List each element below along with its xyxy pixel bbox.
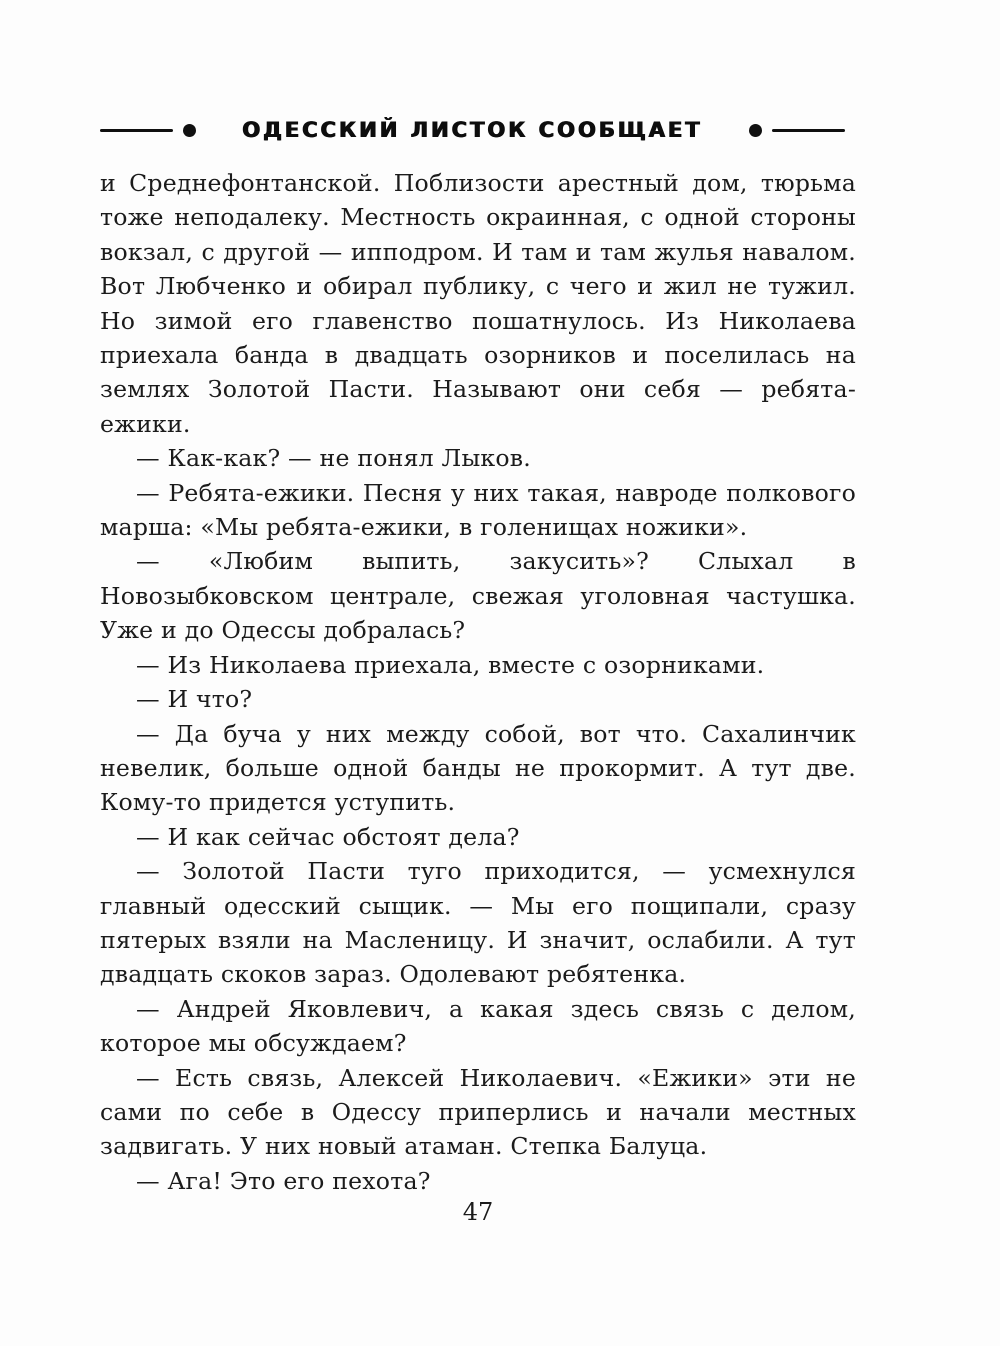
paragraph: — Ребята-ежики. Песня у них такая, навроде полкового марша: «Мы ребята-ежики, в голенищах ножики».	[100, 478, 856, 542]
running-head-title: ОДЕССКИЙ ЛИСТОК СООБЩАЕТ	[242, 118, 703, 142]
page-number: 47	[462, 1198, 494, 1226]
paragraph: — Золотой Пасти туго приходится, — усмехнулся главный одесский сыщик. — Мы его пощипали, сразу пятерых взяли на Масленицу. И значит, ослабили. А тут двадцать скоков зараз. Одолевают ребятенка.	[100, 857, 856, 989]
paragraph: и Среднефонтанской. Поблизости арестный дом, тюрьма тоже неподалеку. Местность окраинная, с одной стороны вокзал, с другой — ипподром. И там и там жулья навалом. Вот Любченко и обирал публику, с чего и жил не тужил. Но зимой его главенство пошатнулось. Из Николаева приехала банда в двадцать озорников и поселилась на землях Золотой Пасти. Называют они себя — ребята-ежики.	[100, 169, 856, 438]
paragraph: — Да буча у них между собой, вот что. Сахалинчик невелик, больше одной банды не прокормит. А тут две. Кому-то придется уступить.	[100, 719, 856, 817]
paragraph: — И как сейчас обстоят дела?	[136, 822, 520, 851]
paragraph: — Андрей Яковлевич, а какая здесь связь с делом, которое мы обсуждаем?	[100, 994, 856, 1058]
paragraph: — Как-как? — не понял Лыков.	[136, 444, 531, 473]
header-rule-right	[772, 129, 845, 132]
paragraph: — И что?	[136, 685, 253, 714]
paragraph: — «Любим выпить, закусить»? Слыхал в Новозыбковском централе, свежая уголовная частушка. Уже и до Одессы добралась?	[100, 547, 856, 645]
header-rule-left	[100, 129, 173, 132]
header-dot-right-icon	[749, 124, 762, 137]
paragraph: — Есть связь, Алексей Николаевич. «Ежики» эти не сами по себе в Одессу приперлись и начали местных задвигать. У них новый атаман. Степка Балуца.	[100, 1063, 856, 1161]
paragraph: — Из Николаева приехала, вместе с озорниками.	[136, 650, 765, 679]
running-head	[100, 118, 845, 142]
header-dot-left-icon	[183, 124, 196, 137]
body-text	[100, 166, 856, 1198]
paragraph: — Ага! Это его пехота?	[136, 1166, 431, 1195]
